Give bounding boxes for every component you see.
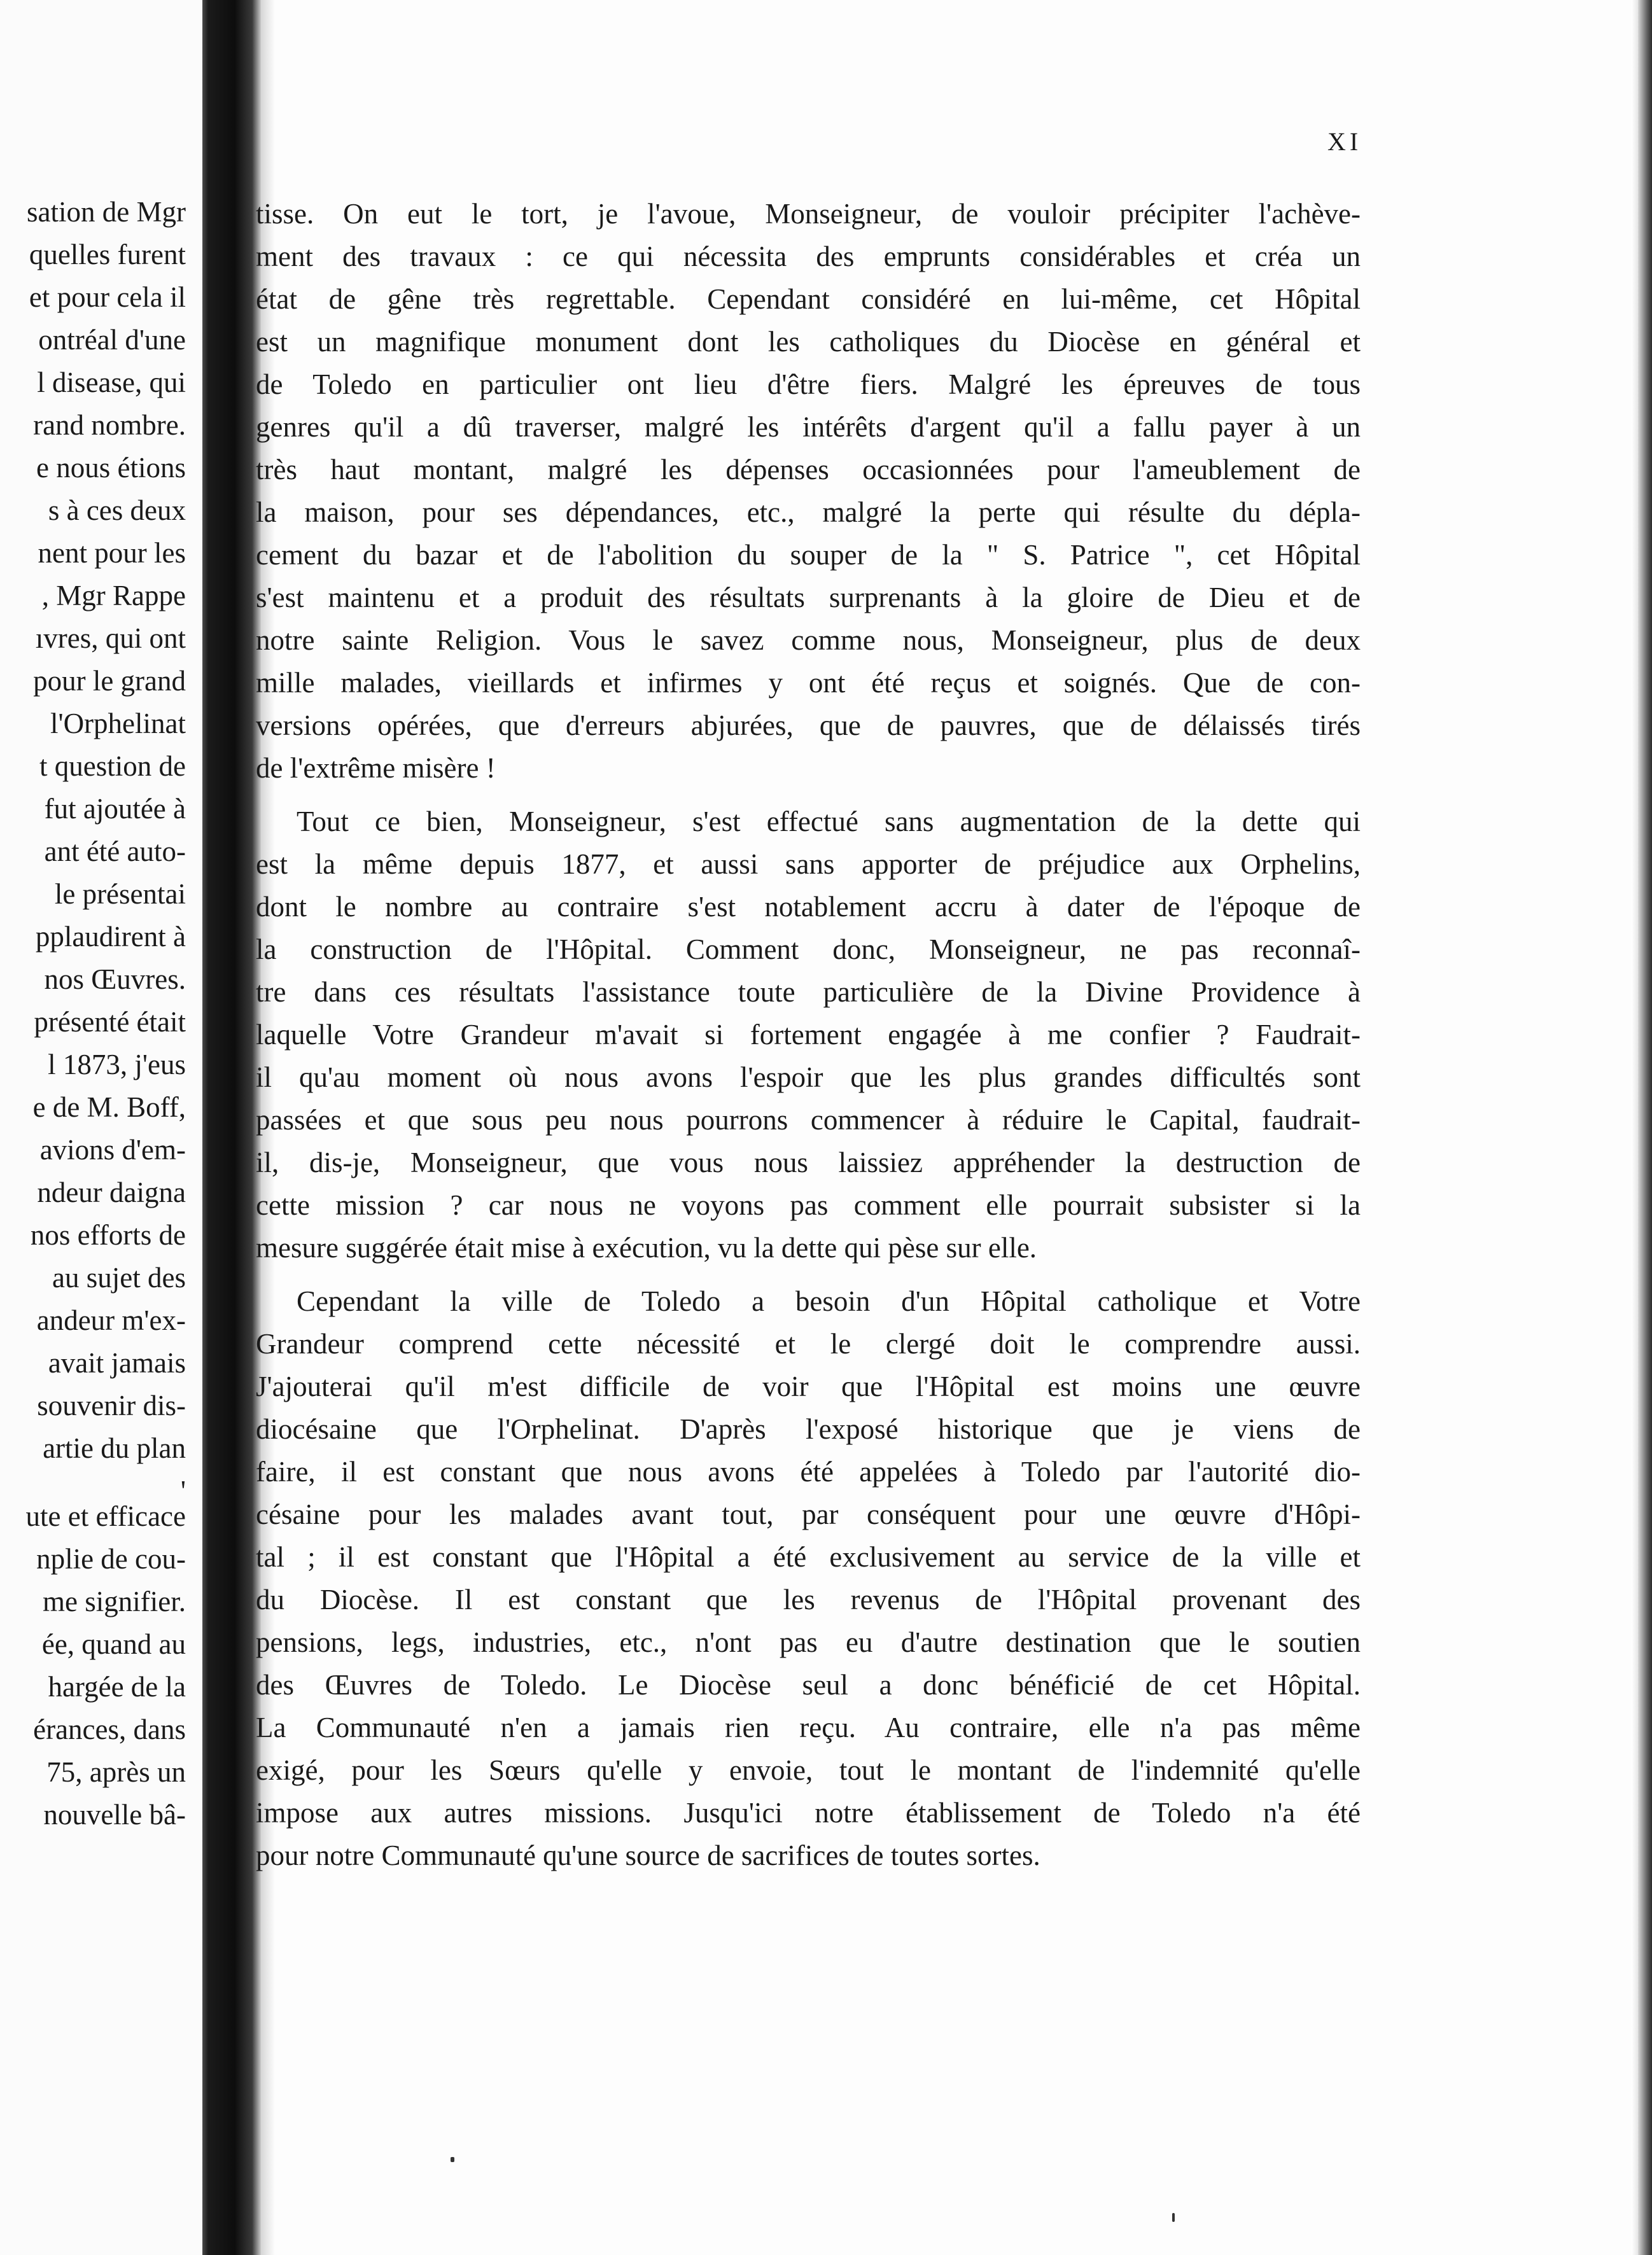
text-line: est la même depuis 1877, et aussi sans apporter de préjudice aux Orphelins, xyxy=(256,848,1361,880)
left-page-line: ıvres, qui ont xyxy=(35,622,186,654)
text-line: diocésaine que l'Orphelinat. D'après l'exposé historique que je viens de xyxy=(256,1413,1361,1445)
text-line: genres qu'il a dû traverser, malgré les intérêts d'argent qu'il a fallu payer à un xyxy=(256,411,1361,443)
left-page-text-bottom xyxy=(0,1495,186,1836)
left-page-line: nent pour les xyxy=(38,537,186,569)
left-page-text-top xyxy=(0,191,186,1512)
text-line: J'ajouterai qu'il m'est difficile de voir que l'Hôpital est moins une œuvre xyxy=(256,1371,1361,1402)
left-page-line: me signifier. xyxy=(43,1586,186,1617)
text-line: de Toledo en particulier ont lieu d'être fiers. Malgré les épreuves de tous xyxy=(256,368,1361,400)
left-page-line: hargée de la xyxy=(48,1671,186,1703)
left-page-line: ute et efficace xyxy=(25,1500,186,1532)
left-page-line: ée, quand au xyxy=(41,1628,186,1660)
paragraph xyxy=(256,1280,1361,1877)
text-line: faire, il est constant que nous avons été appelées à Toledo par l'autorité dio- xyxy=(256,1456,1361,1488)
left-page-line: l disease, qui xyxy=(37,367,186,398)
left-page-line: e de M. Boff, xyxy=(32,1091,186,1123)
text-line: mesure suggérée était mise à exécution, vu la dette qui pèse sur elle. xyxy=(256,1232,1037,1264)
left-page-line: souvenir dis- xyxy=(37,1390,186,1421)
text-line: de l'extrême misère ! xyxy=(256,752,496,784)
text-line: cement du bazar et de l'abolition du souper de la " S. Patrice ", cet Hôpital xyxy=(256,539,1361,571)
left-page-line: andeur m'ex- xyxy=(36,1304,186,1336)
text-line: cette mission ? car nous ne voyons pas comment elle pourrait subsister si la xyxy=(256,1189,1361,1221)
text-line: s'est maintenu et a produit des résultats surprenants à la gloire de Dieu et de xyxy=(256,582,1361,613)
left-page-line: , Mgr Rappe xyxy=(41,580,186,611)
text-line: césaine pour les malades avant tout, par conséquent pour une œuvre d'Hôpi- xyxy=(256,1498,1361,1530)
left-page-line: au sujet des xyxy=(52,1262,186,1294)
text-line: pour notre Communauté qu'une source de sacrifices de toutes sortes. xyxy=(256,1840,1040,1871)
text-line: Tout ce bien, Monseigneur, s'est effectué sans augmentation de la dette qui xyxy=(297,806,1361,837)
text-line: Grandeur comprend cette nécessité et le clergé doit le comprendre aussi. xyxy=(256,1328,1361,1360)
left-facing-page xyxy=(0,0,202,2255)
left-page-line: e nous étions xyxy=(36,452,186,484)
text-line: état de gêne très regrettable. Cependant considéré en lui-même, cet Hôpital xyxy=(256,283,1361,315)
scan-speck xyxy=(451,2157,454,2162)
left-page-line: avait jamais xyxy=(48,1347,186,1379)
paragraph-gap xyxy=(256,1269,1361,1280)
text-line: laquelle Votre Grandeur m'avait si fortement engagée à me confier ? Faudrait- xyxy=(256,1019,1361,1051)
text-line: dont le nombre au contraire s'est notablement accru à dater de l'époque de xyxy=(256,891,1361,923)
book-gutter xyxy=(202,0,261,2255)
left-page-line: et pour cela il xyxy=(29,281,186,313)
left-page-line: sation de Mgr xyxy=(27,196,186,228)
text-line: très haut montant, malgré les dépenses occasionnées pour l'ameublement de xyxy=(256,454,1361,485)
left-page-line: l'Orphelinat xyxy=(50,708,186,739)
text-line: est un magnifique monument dont les catholiques du Diocèse en général et xyxy=(256,326,1361,358)
left-page-line: l 1873, j'eus xyxy=(48,1049,186,1080)
left-page-line: nplie de cou- xyxy=(36,1543,186,1575)
text-line: tre dans ces résultats l'assistance toute particulière de la Divine Providence à xyxy=(256,976,1361,1008)
left-page-line: s à ces deux xyxy=(48,494,186,526)
text-line: La Communauté n'en a jamais rien reçu. Au contraire, elle n'a pas même xyxy=(256,1712,1361,1743)
left-page-line: le présentai xyxy=(54,878,186,910)
left-page-line: nos efforts de xyxy=(30,1219,186,1251)
text-line: du Diocèse. Il est constant que les revenus de l'Hôpital provenant des xyxy=(256,1584,1361,1616)
left-page-line: ndeur daigna xyxy=(37,1176,186,1208)
left-page-line: ontréal d'une xyxy=(38,324,186,356)
left-page-line: nouvelle bâ- xyxy=(43,1799,186,1831)
text-line: tisse. On eut le tort, je l'avoue, Monseigneur, de vouloir précipiter l'achève- xyxy=(256,198,1361,230)
left-page-line: 75, après un xyxy=(46,1756,186,1788)
left-page-line: quelles furent xyxy=(29,239,186,270)
text-line: exigé, pour les Sœurs qu'elle y envoie, tout le montant de l'indemnité qu'elle xyxy=(256,1754,1361,1786)
left-page-line: pplaudirent à xyxy=(35,921,186,953)
text-line: pensions, legs, industries, etc., n'ont pas eu d'autre destination que le soutien xyxy=(256,1626,1361,1658)
left-page-line: t question de xyxy=(39,750,186,782)
text-line: impose aux autres missions. Jusqu'ici notre établissement de Toledo n'a été xyxy=(256,1797,1361,1829)
text-line: la maison, pour ses dépendances, etc., malgré la perte qui résulte du dépla- xyxy=(256,496,1361,528)
left-page-line: ' xyxy=(180,1475,186,1507)
left-page-line: rand nombre. xyxy=(33,409,186,441)
left-page-line: avions d'em- xyxy=(39,1134,186,1166)
paragraph xyxy=(256,800,1361,1269)
scan-speck xyxy=(1172,2213,1175,2222)
text-line: des Œuvres de Toledo. Le Diocèse seul a donc bénéficié de cet Hôpital. xyxy=(256,1669,1361,1701)
text-line: la construction de l'Hôpital. Comment donc, Monseigneur, ne pas reconnaî- xyxy=(256,933,1361,965)
left-page-line: ant été auto- xyxy=(44,835,186,867)
text-line: tal ; il est constant que l'Hôpital a été exclusivement au service de la ville et xyxy=(256,1541,1361,1573)
text-line: mille malades, vieillards et infirmes y ont été reçus et soignés. Que de con- xyxy=(256,667,1361,699)
left-page-line: artie du plan xyxy=(43,1432,186,1464)
main-text-body xyxy=(256,193,1361,1877)
left-page-line: présenté était xyxy=(34,1006,186,1038)
left-page-line: érances, dans xyxy=(33,1714,186,1745)
text-line: notre sainte Religion. Vous le savez comme nous, Monseigneur, plus de deux xyxy=(256,624,1361,656)
text-line: il qu'au moment où nous avons l'espoir que les plus grandes difficultés sont xyxy=(256,1061,1361,1093)
text-line: Cependant la ville de Toledo a besoin d'un Hôpital catholique et Votre xyxy=(297,1285,1361,1317)
left-page-line: pour le grand xyxy=(33,665,186,697)
left-page-line: nos Œuvres. xyxy=(44,963,186,995)
page-number: XI xyxy=(1327,127,1362,156)
page-edge-fold xyxy=(1632,0,1638,2255)
text-line: versions opérées, que d'erreurs abjurées, que de pauvres, que de délaissés tirés xyxy=(256,709,1361,741)
page-edge-shadow xyxy=(1638,0,1652,2255)
text-line: passées et que sous peu nous pourrons commencer à réduire le Capital, faudrait- xyxy=(256,1104,1361,1136)
paragraph xyxy=(256,193,1361,790)
paragraph-gap xyxy=(256,790,1361,800)
text-line: ment des travaux : ce qui nécessita des emprunts considérables et créa un xyxy=(256,241,1361,272)
text-line: il, dis-je, Monseigneur, que vous nous laissiez appréhender la destruction de xyxy=(256,1147,1361,1178)
left-page-line: fut ajoutée à xyxy=(44,793,186,825)
